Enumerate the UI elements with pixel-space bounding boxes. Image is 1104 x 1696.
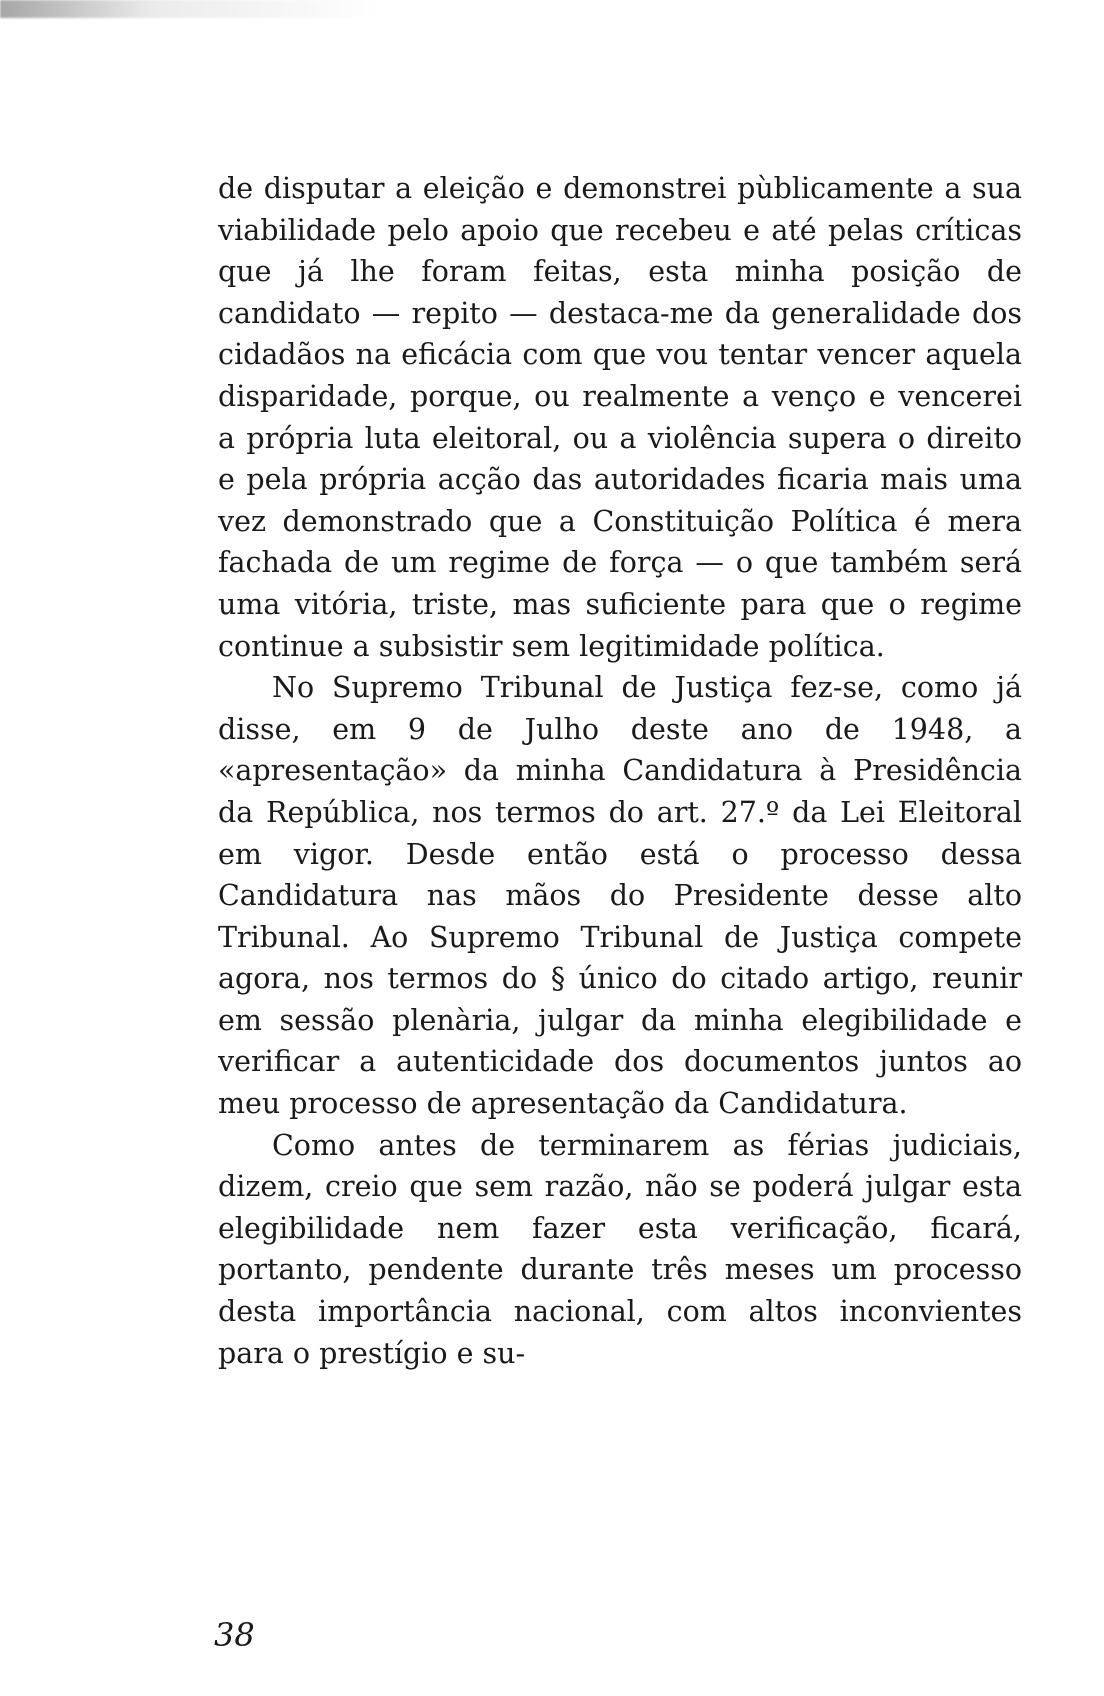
paragraph-1: de disputar a eleição e demonstrei pùblicamente a sua viabilidade pelo apoio que recebeu e até pelas críticas que já lhe foram feitas, esta minha posição de candidato — repito — destaca-me da generalidade dos cidadãos na eficácia com que vou tentar vencer aquela disparidade, porque, ou realmente a venço e vencerei a própria luta eleitoral, ou a violência supera o direito e pela própria acção das autoridades ficaria mais uma vez demonstrado que a Constituição Política é mera fachada de um regime de força — o que também será uma vitória, triste, mas suficiente para que o regime continue a subsistir sem legitimidade política.: [218, 172, 1022, 663]
body-text: [218, 168, 1022, 1374]
page-number: 38: [214, 1616, 255, 1654]
paragraph-3: Como antes de terminarem as férias judiciais, dizem, creio que sem razão, não se poderá julgar esta elegibilidade nem fazer esta verificação, ficará, portanto, pendente durante três meses um processo desta importância nacional, com altos inconvientes para o prestígio e su-: [218, 1128, 1022, 1370]
scan-edge-noise: [0, 0, 380, 18]
paragraph-2: No Supremo Tribunal de Justiça fez-se, como já disse, em 9 de Julho deste ano de 1948, a «apresentação» da minha Candidatura à Presidência da República, nos termos do art. 27.º da Lei Eleitoral em vigor. Desde então está o processo dessa Candidatura nas mãos do Presidente desse alto Tribunal. Ao Supremo Tribunal de Justiça compete agora, nos termos do § único do citado artigo, reunir em sessão plenària, julgar da minha elegibilidade e verificar a autenticidade dos documentos juntos ao meu processo de apresentação da Candidatura.: [218, 671, 1022, 1121]
